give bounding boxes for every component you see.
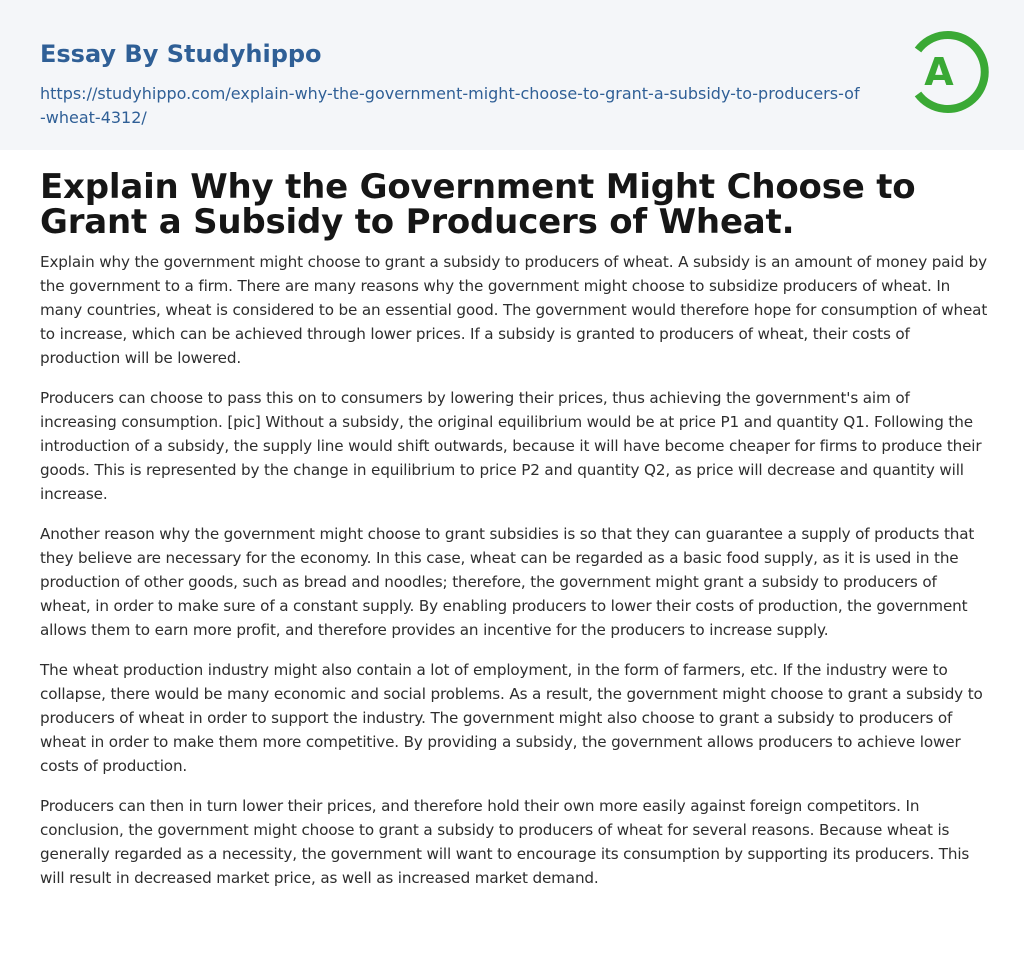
essay-paragraph: Producers can choose to pass this on to consumers by lowering their prices, thus achieving the government's aim of increasing consumption. [pic] Without a subsidy, the original equilibrium would be at price P1 and quantity Q1. Following the introduction of a subsidy, the supply line would shift outwards, because it will have become cheaper for firms to produce their goods. This is represented by the change in equilibrium to price P2 and quantity Q2, as price will decrease and quantity will increase. (40, 389, 982, 503)
essay-body (40, 250, 990, 906)
page-header (0, 0, 1024, 150)
essay-paragraph: Explain why the government might choose to grant a subsidy to producers of wheat. A subsidy is an amount of money paid by the government to a firm. There are many reasons why the government might choose to subsidize producers of wheat. In many countries, wheat is considered to be an essential good. The government would therefore hope for consumption of wheat to increase, which can be achieved through lower prices. If a subsidy is granted to producers of wheat, their costs of production will be lowered. (40, 253, 988, 367)
essay-paragraph: Another reason why the government might choose to grant subsidies is so that they can guarantee a supply of products that they believe are necessary for the economy. In this case, wheat can be regarded as a basic food supply, as it is used in the production of other goods, such as bread and noodles; therefore, the government might grant a subsidy to producers of wheat, in order to make sure of a constant supply. By enabling producers to lower their costs of production, the government allows them to earn more profit, and therefore provides an incentive for the producers to increase supply. (40, 525, 975, 639)
essay-title: Explain Why the Government Might Choose to Grant a Subsidy to Producers of Wheat. (40, 167, 916, 242)
essay-paragraph: The wheat production industry might also contain a lot of employment, in the form of farmers, etc. If the industry were to collapse, there would be many economic and social problems. As a result, the government might choose to grant a subsidy to producers of wheat in order to support the industry. The government might also choose to grant a subsidy to producers of wheat in order to make them more competitive. By providing a subsidy, the government allows producers to achieve lower costs of production. (40, 661, 983, 775)
studyhippo-logo-icon[interactable] (906, 28, 990, 116)
brand-title[interactable]: Essay By Studyhippo (40, 40, 322, 68)
essay-paragraph: Producers can then in turn lower their prices, and therefore hold their own more easily against foreign competitors. In conclusion, the government might choose to grant a subsidy to producers of wheat for several reasons. Because wheat is generally regarded as a necessity, the government will want to encourage its consumption by supporting its producers. This will result in decreased market price, as well as increased market demand. (40, 797, 970, 887)
essay-url-link[interactable]: https://studyhippo.com/explain-why-the-government-might-choose-to-grant-a-subsidy-to-producers-of-wheat-4312/ (40, 84, 860, 127)
logo-letter: A (924, 50, 954, 94)
